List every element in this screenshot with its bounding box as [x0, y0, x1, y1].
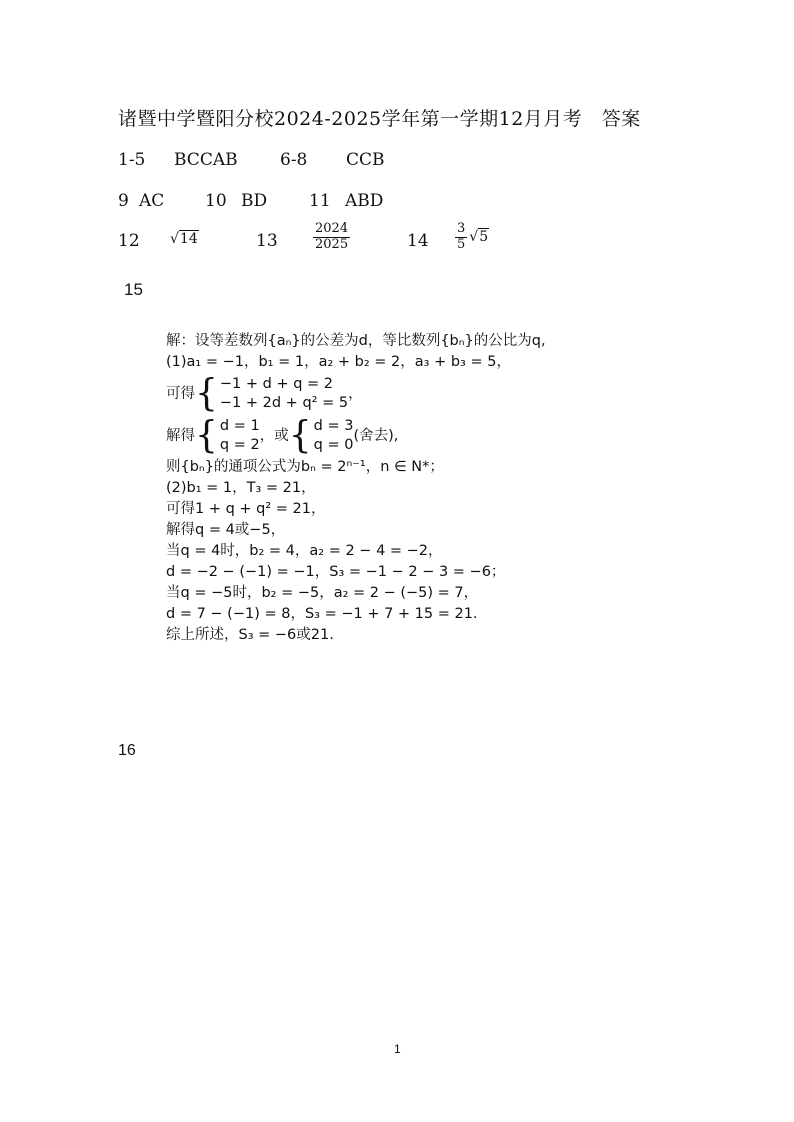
answer-9-value: AC: [139, 191, 165, 211]
answer-range-1-5-value: BCCAB: [174, 150, 238, 170]
answer-14-sqrt: [469, 229, 489, 245]
question-16-label: 16: [118, 742, 136, 759]
solution-line: d = 7 − (−1) = 8，S₃ = −1 + 7 + 15 = 21.: [166, 606, 478, 622]
solution-line: 则{bₙ}的通项公式为bₙ = 2ⁿ⁻¹，n ∈ N*；: [166, 459, 444, 475]
solution-line: (2)b₁ = 1，T₃ = 21，: [166, 480, 316, 496]
page-title: 诸暨中学暨阳分校2024-2025学年第一学期12月月考 答案: [118, 108, 641, 130]
answer-12-value: [170, 231, 199, 247]
left-brace-icon: {: [195, 371, 218, 415]
answer-10-value: BD: [241, 191, 268, 211]
left-brace-icon: {: [195, 413, 218, 457]
solution-system-line: [166, 415, 546, 457]
answer-14-value: [455, 222, 489, 253]
sqrt-symbol: √: [469, 229, 479, 246]
question-15-label: 15: [124, 280, 143, 299]
answer-11-label: 11: [309, 191, 331, 211]
equation: q = 0: [313, 437, 354, 453]
fraction-numerator: 3: [457, 221, 466, 236]
equation: d = 3: [313, 418, 354, 434]
answer-12-radicand: 14: [179, 231, 198, 247]
equation: −1 + d + q = 2: [219, 376, 334, 392]
answer-9-label: 9: [118, 191, 129, 211]
solution-line: 当q = −5时，b₂ = −5，a₂ = 2 − (−5) = 7，: [166, 585, 479, 601]
equation-system: [288, 413, 354, 457]
fraction-denominator: 5: [457, 236, 466, 252]
solution-text: 解得: [166, 427, 195, 444]
solution-line: 可得1 + q + q² = 21，: [166, 501, 326, 517]
answer-11-value: ABD: [345, 191, 384, 211]
solution-text: ，: [348, 385, 363, 402]
solution-system-line: [166, 373, 546, 415]
answer-range-6-8-label: 6-8: [280, 150, 308, 170]
page-number: 1: [394, 1042, 401, 1056]
solution-line: (1)a₁ = −1，b₁ = 1，a₂ + b₂ = 2，a₃ + b₃ = 5，: [166, 354, 511, 370]
answer-13-label: 13: [256, 231, 278, 251]
solution-line: 当q = 4时，b₂ = 4，a₂ = 2 − 4 = −2，: [166, 543, 443, 559]
equation: d = 1: [219, 418, 260, 434]
solution-line: 解：设等差数列{aₙ}的公差为d，等比数列{bₙ}的公比为q,: [166, 333, 546, 349]
equation-system: [195, 371, 349, 415]
solution-line: 综上所述，S₃ = −6或21.: [166, 627, 334, 643]
fraction-numerator: 2024: [315, 221, 349, 236]
solution-text: 可得: [166, 385, 195, 402]
fraction-denominator: 2025: [315, 236, 349, 252]
answer-13-fraction: [313, 222, 350, 253]
solution-line: d = −2 − (−1) = −1，S₃ = −1 − 2 − 3 = −6；: [166, 564, 506, 580]
sqrt-symbol: √: [170, 231, 179, 247]
solution-text: ，或: [259, 427, 289, 444]
equation-system: [195, 413, 260, 457]
equation: q = 2: [219, 437, 260, 453]
answer-14-label: 14: [407, 231, 429, 251]
left-brace-icon: {: [288, 413, 312, 457]
solution-text: (舍去),: [353, 427, 399, 444]
solution-block: [166, 331, 546, 646]
answer-14-fraction: [455, 222, 467, 253]
answer-14-radicand: 5: [479, 229, 489, 246]
answer-10-label: 10: [205, 191, 227, 211]
solution-line: 解得q = 4或−5，: [166, 522, 286, 538]
answer-range-6-8-value: CCB: [346, 150, 385, 170]
answer-12-label: 12: [118, 231, 140, 251]
equation: −1 + 2d + q² = 5: [219, 395, 349, 411]
answer-range-1-5-label: 1-5: [118, 150, 146, 170]
